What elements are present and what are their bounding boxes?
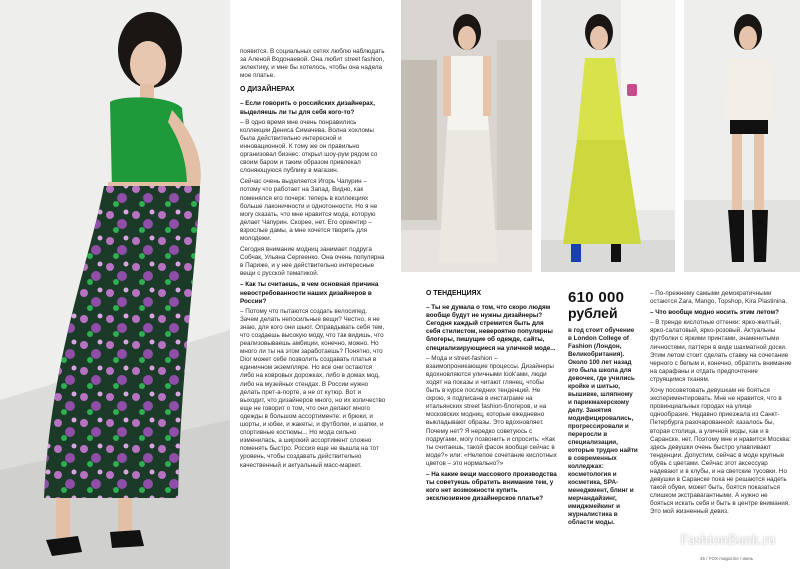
tuition-stat bbox=[568, 290, 638, 540]
section-title-trends: О ТЕНДЕНЦИЯХ bbox=[426, 290, 482, 297]
answer-summer-b: Хочу посоветовать девушкам не бояться экспериментировать. Мне не нравится, что в провинциальных городах на улице однообразие. Недавно приезжала из Санкт-Петербурга разочарованной: казалось бы, вторая столица, а уличной моды, как и в Саранске, нет. Поэтому мне и нравится Москва: здесь девушки очень быстро улавливают тенденции. Допустим, сейчас в моде крупные обувь с цветами. Сейчас этот аксессуар надевают и в клубы, и на светские тусовки. Но девушки в Саранске пока не решаются надеть такой обуви, может быть, боятся показаться слишком экстравагантными. А нужно не бояться искать себя и быть в центре внимания. Это мой жизненный девиз. bbox=[650, 387, 791, 516]
model-white-jacket-photo bbox=[684, 0, 800, 272]
stat-description: в год стоит обучение в London College of Fashion (Лондон, Великобритания). Около 100 лет назад это была школа для девочек, где учились кройке и шитью, вышивке, шляпному и парикмахерскому делу. Занятия модифицировались, прогрессировали и переросли в специализации, которые трудно найти в современных колледжах: косметология и косметика, SPA-менеджмент, блинг и мерчандайзинг, имиджмейкинг и журналистика в области моды. bbox=[568, 327, 638, 526]
middle-text-column bbox=[426, 290, 557, 540]
answer-2: – Потому что пытаются создать велосипед. Зачем делать непосильные вещи? Честно, я не знаю, для кого они шьют. Оправдывать себя тем, что создаешь высокую моду, что так видишь, что реализовываешь амбиции, конечно, можно. Но много ли ты на этом заработаешь? Понятно, что Dior может себе позволить создавать платья в единичном экземпляре. Но все они остаются либо на ковровых дорожках, либо в домах мод, либо на музейных стендах. В России нужно делать прет-а-порте, а не от кутюр. Вот и выходит, что дизайнеров много, но их количество еще не говорит о том, что они делают много одежды в большом ассортименте: и брюки, и шорты, и юбки, и жакеты, и футболки, и шапки, и спортивные костюмы... Но мода сильно изменилась, а широкий ассортимент сложно поменять быстро. Россия еще не вышла на тот уровень, чтобы создавать действительно качественный и актуальный масс-маркет. bbox=[240, 307, 386, 469]
answer-1b: Сейчас очень выделяется Игорь Чапурин – потому что работает на Запад. Видно, как поменялся его почерк: теперь в коллекциях больше лаконичности и однотонности. Но я не могу сказать, что мне нравится мода, которую делает Чапурин. Скорее, нет. Его ориентир – взрослые дамы, а мне хочется творить для молодежи. bbox=[240, 178, 378, 242]
question-1: – Если говорить о российских дизайнерах, выделяешь ли ты для себя кого-то? bbox=[240, 100, 375, 116]
answer-summer: – В тренде кислотные оттенки: ярко-желтый, ярко-салатовый, ярко-розовый. Актуальны футболки с яркими принтами, знаменитыми личностями, паттерн в виде шахматной доски. Этим летом стоит сделать ставку на сочетание черного с белым и, конечно, обратить внимание на сарафаны и отдать предпочтение струящимся тканям. bbox=[650, 319, 792, 383]
question-trends-1: – Ты не думала о том, что скоро людям вообще будут не нужны дизайнеры? Сегодня каждый стремится быть для себя стилистом, невероятно популярны блогеры, пишущие об одежде, сайты, специализирующиеся на уличной моде... bbox=[426, 304, 556, 352]
question-trends-2: – На какие вещи массового производства ты советуешь обратить внимание тем, у кого нет возможности купить эксклюзивное дизайнерское платье? bbox=[426, 470, 557, 503]
right-text-column bbox=[650, 290, 792, 542]
model-yellow-dress-photo bbox=[541, 0, 675, 272]
left-text-column bbox=[240, 48, 386, 548]
answer-1c: Сегодня внимание модниц занимает подруга Собчак, Ульяна Сергеенко. Она очень популярна в Париже, и у нее действительно интересные вещи с русской тематикой. bbox=[240, 246, 385, 278]
page-folio: 45 / FOX magazine / июнь bbox=[700, 556, 754, 561]
model-white-dress-photo bbox=[401, 0, 532, 272]
intro-paragraph: появится. В социальных сетях люблю наблюдать за Аленой Водонаевой. Она любит street fashion, эклектику, и мне бы хотелось, чтобы она надела мое платье. bbox=[240, 48, 385, 80]
answer-1: – В одно время мне очень понравились коллекции Дениса Симачева. Волна хохломы была действительно интересной и инновационной. К тому же он правильно организовал бизнес: открыл шоу-рум рядом со своим баром и таким образом привлекал слоняющуюся публику в магазин. bbox=[240, 118, 378, 175]
model-green-dress-photo bbox=[0, 0, 230, 569]
stat-number: 610 000 bbox=[568, 289, 625, 306]
question-summer: – Что вообще модно носить этим летом? bbox=[650, 309, 779, 317]
stat-unit: рублей bbox=[568, 305, 618, 321]
question-2: – Как ты считаешь, в чем основная причина невостребованности наших дизайнеров в России? bbox=[240, 281, 379, 305]
answer-trends-1: – Мода и street-fashion – взаимопроникающие процессы. Дизайнеры вдохновляются уличными look'ами, люди ходят на показы и читают глянец, чтобы быть в курсе последних тенденций. Не скрою, я подписана в инстаграме на итальянских street fashion-блогеров, и на московских модниц, которые ежедневно выкладывают образы. Это вдохновляет. Почему нет? Я нередко советуюсь с подругами, могу позвонить и спросить: «Как ты считаешь, такой фасон вообще сейчас в моде?» или: «Нелепое сочетание кислотных цветов – это нормально?» bbox=[426, 354, 557, 467]
watermark: FashionBank.ru bbox=[680, 532, 776, 548]
answer-brands: – По-прежнему самыми демократичными остаются Zara, Mango, Topshop, Kira Plastinina. bbox=[650, 290, 788, 306]
section-title-designers: О ДИЗАЙНЕРАХ bbox=[240, 86, 295, 94]
